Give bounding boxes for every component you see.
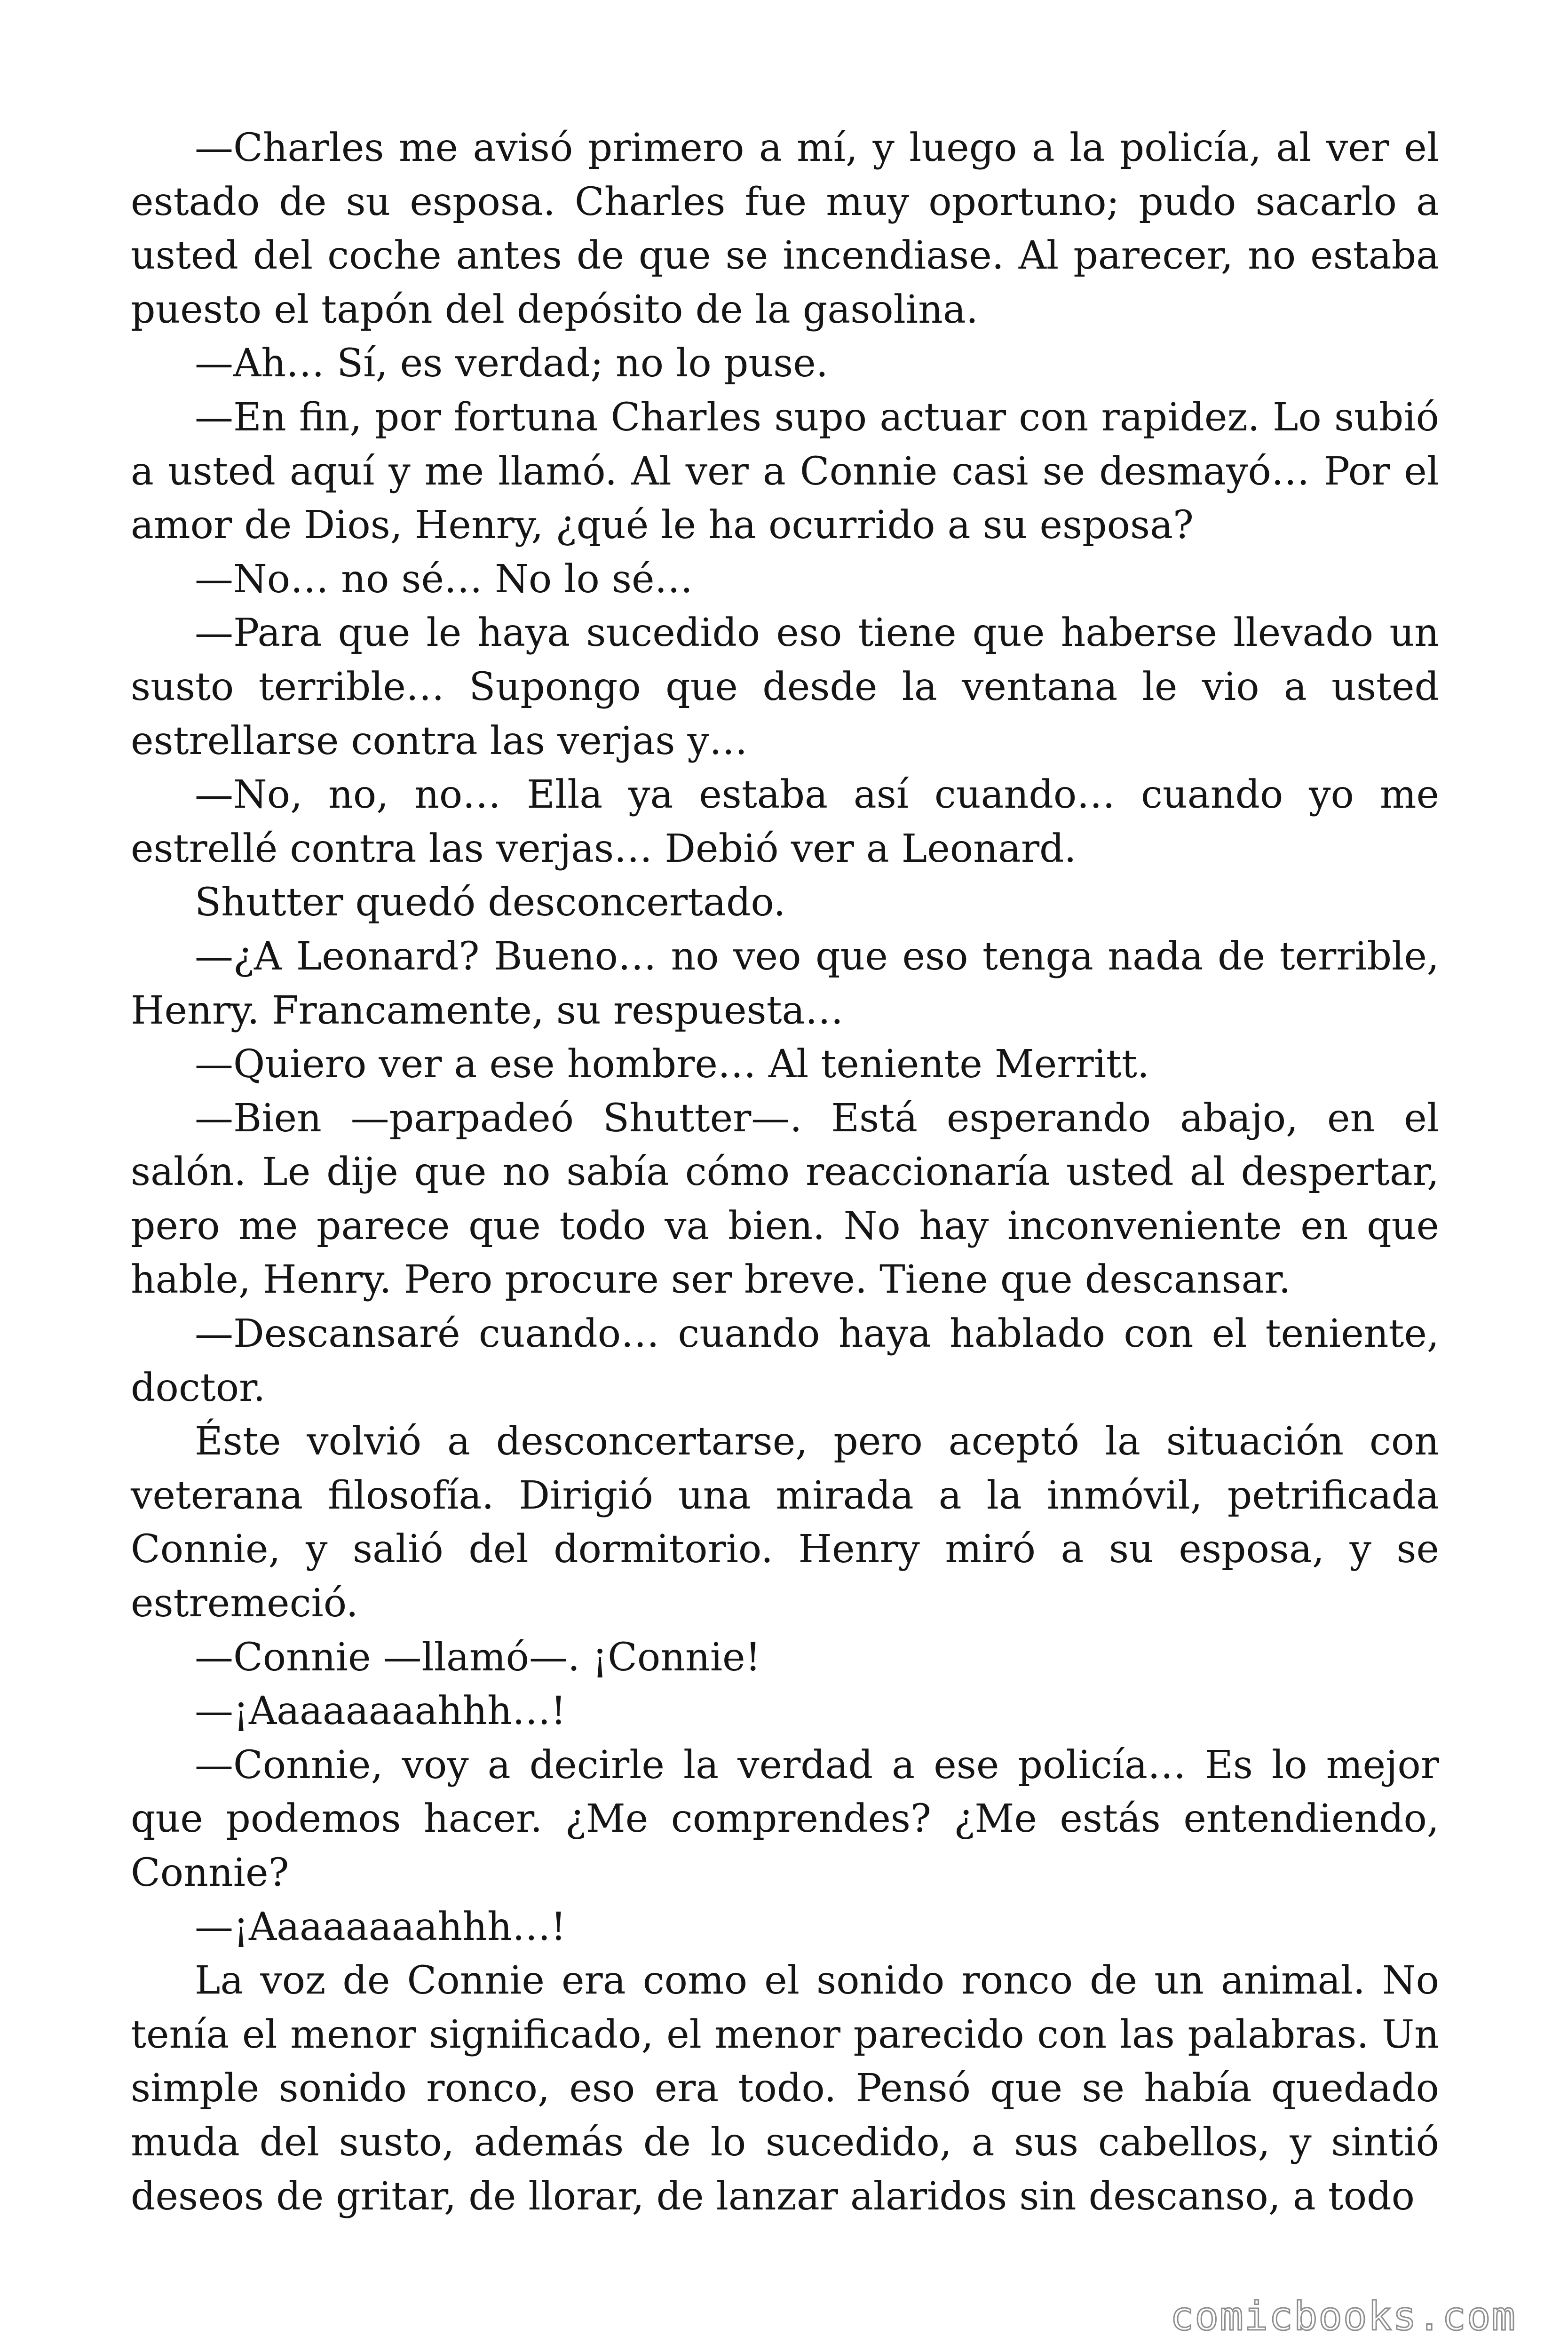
paragraph-16: —¡Aaaaaaaahhh…!: [195, 1904, 566, 1949]
paragraph-8: —¿A Leonard? Bueno… no veo que eso tenga nada de terrible, Henry. Francamente, su respuesta…: [131, 934, 1439, 1033]
body-text: [131, 121, 1439, 2224]
paragraph-9: —Quiero ver a ese hombre… Al teniente Merritt.: [195, 1042, 1149, 1087]
paragraph-6: —No, no, no… Ella ya estaba así cuando… cuando yo me estrellé contra las verjas… Debió ver a Leonard.: [131, 772, 1439, 871]
paragraph-5: —Para que le haya sucedido eso tiene que haberse llevado un susto terrible… Supongo que desde la ventana le vio a usted estrellarse contra las verjas y…: [131, 611, 1439, 763]
paragraph-2: —Ah… Sí, es verdad; no lo puse.: [195, 341, 828, 386]
paragraph-12: Éste volvió a desconcertarse, pero aceptó la situación con veterana filosofía. Dirigió una mirada a la inmóvil, petrificada Connie, y salió del dormitorio. Henry miró a su esposa, y se estremeció.: [131, 1419, 1439, 1626]
paragraph-17: La voz de Connie era como el sonido ronco de un animal. No tenía el menor significado, el menor parecido con las palabras. Un simple sonido ronco, eso era todo. Pensó que se había quedado muda del susto, además de lo sucedido, a sus cabellos, y sintió deseos de gritar, de llorar, de lanzar alaridos sin descanso, a todo: [131, 1958, 1439, 2219]
paragraph-4: —No… no sé… No lo sé…: [195, 556, 693, 602]
paragraph-11: —Descansaré cuando… cuando haya hablado con el teniente, doctor.: [131, 1311, 1439, 1410]
paragraph-14: —¡Aaaaaaaahhh…!: [195, 1689, 566, 1734]
paragraph-13: —Connie —llamó—. ¡Connie!: [195, 1635, 761, 1680]
paragraph-7: Shutter quedó desconcertado.: [195, 880, 786, 925]
paragraph-10: —Bien —parpadeó Shutter—. Está esperando abajo, en el salón. Le dije que no sabía cómo reaccionaría usted al despertar, pero me parece que todo va bien. No hay inconveniente en que hable, Henry. Pero procure ser breve. Tiene que descansar.: [131, 1096, 1439, 1303]
paragraph-15: —Connie, voy a decirle la verdad a ese policía… Es lo mejor que podemos hacer. ¿Me comprendes? ¿Me estás entendiendo, Connie?: [131, 1742, 1439, 1895]
paragraph-1: —Charles me avisó primero a mí, y luego a la policía, al ver el estado de su esposa. Charles fue muy oportuno; pudo sacarlo a usted del coche antes de que se incendiase. Al parecer, no estaba puesto el tapón del depósito de la gasolina.: [131, 126, 1439, 332]
watermark: comicbooks.com: [1170, 2293, 1516, 2339]
paragraph-3: —En fin, por fortuna Charles supo actuar con rapidez. Lo subió a usted aquí y me llamó. Al ver a Connie casi se desmayó… Por el amor de Dios, Henry, ¿qué le ha ocurrido a su esposa?: [131, 395, 1439, 548]
